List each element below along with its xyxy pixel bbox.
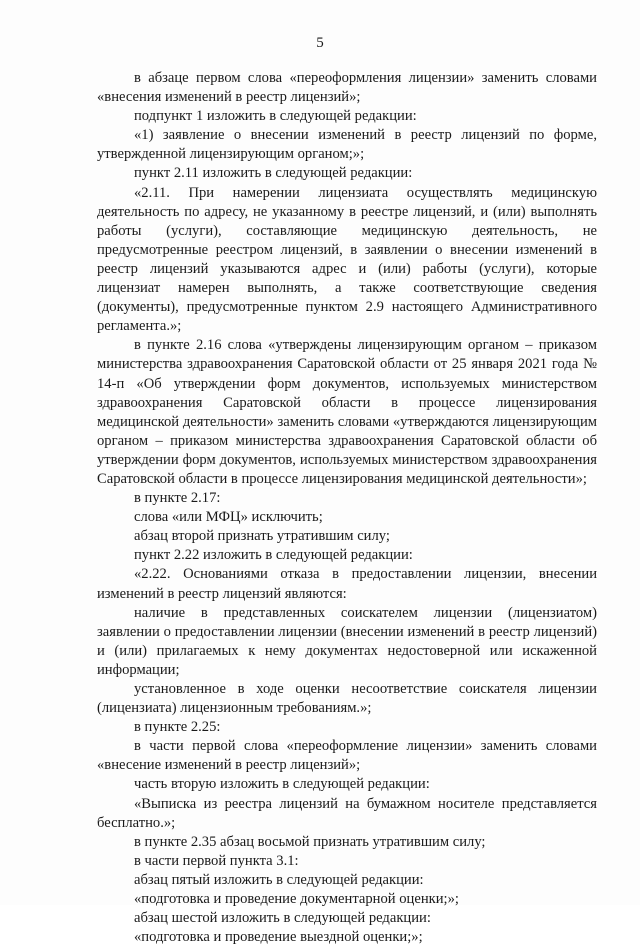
page-number: 5 (316, 35, 324, 51)
paragraph: часть вторую изложить в следующей редакции: (134, 776, 430, 793)
paragraph: абзац шестой изложить в следующей редакции: (134, 910, 431, 927)
paragraph: в пункте 2.35 абзац восьмой признать утратившим силу; (134, 833, 486, 850)
paragraph: в части первой пункта 3.1: (134, 852, 299, 869)
paragraph: «2.11. При намерении лицензиата осуществлять медицинскую деятельность по адресу, не указанному в реестре лицензий, и (или) выполнять работы (услуги), составляющие медицинскую деятельность, не предусмотренные реестром лицензий, в заявлении о внесении изменений в реестр лицензий указываются адрес и (или) работы (услуги), которые лицензиат намерен выполнять, а также соответствующие сведения (документы), предусмотренные пунктом 2.9 настоящего Административного регламента.»; (97, 184, 597, 335)
paragraph: «подготовка и проведение выездной оценки;»; (134, 929, 423, 946)
paragraph: наличие в представленных соискателем лицензии (лицензиатом) заявлении о предоставлении лицензии (внесении изменений в реестр лицензий) и (или) прилагаемых к нему документах недостоверной или искаженной информации; (97, 604, 597, 678)
document-body (97, 69, 597, 947)
paragraph: в пункте 2.16 слова «утверждены лицензирующим органом – приказом министерства здравоохранения Саратовской области от 25 января 2021 года № 14-п «Об утверждении форм документов, используемых министерством здравоохранения Саратовской области в процессе лицензирования медицинской деятельности» заменить словами «утверждаются лицензирующим органом – приказом министерства здравоохранения Саратовской области об утверждении форм документов, используемых министерством здравоохранения Саратовской области в процессе лицензирования медицинской деятельности»; (97, 337, 597, 487)
paragraph: пункт 2.22 изложить в следующей редакции: (134, 547, 413, 564)
paragraph: подпункт 1 изложить в следующей редакции: (134, 108, 417, 125)
paragraph: пункт 2.11 изложить в следующей редакции: (134, 165, 413, 182)
paragraph: «1) заявление о внесении изменений в реестр лицензий по форме, утвержденной лицензирующим органом;»; (97, 127, 597, 163)
paragraph: установленное в ходе оценки несоответствие соискателя лицензии (лицензиата) лицензионным требованиям.»; (97, 681, 597, 717)
paragraph: в пункте 2.25: (134, 719, 221, 736)
paragraph: абзац пятый изложить в следующей редакции: (134, 871, 424, 888)
paragraph: в пункте 2.17: (134, 490, 221, 507)
paragraph: абзац второй признать утратившим силу; (134, 528, 390, 545)
paragraph: «2.22. Основаниями отказа в предоставлении лицензии, внесении изменений в реестр лицензий являются: (97, 566, 597, 602)
paragraph: «подготовка и проведение документарной оценки;»; (134, 891, 459, 908)
paragraph: в части первой слова «переоформление лицензии» заменить словами «внесение изменений в реестр лицензий»; (97, 738, 597, 774)
paragraph: в абзаце первом слова «переоформления лицензии» заменить словами «внесения изменений в реестр лицензий»; (97, 70, 597, 106)
paragraph: слова «или МФЦ» исключить; (134, 509, 323, 526)
paragraph: «Выписка из реестра лицензий на бумажном носителе представляется бесплатно.»; (97, 795, 597, 831)
